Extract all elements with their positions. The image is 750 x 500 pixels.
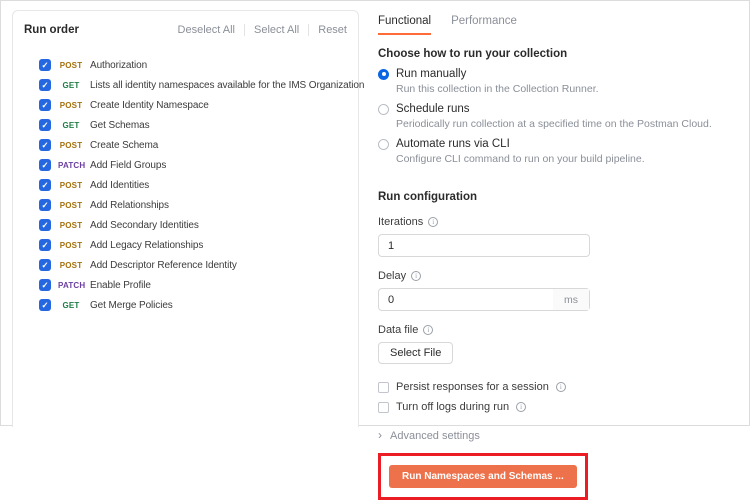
radio-schedule-runs[interactable] — [378, 104, 389, 115]
request-name: Add Relationships — [90, 199, 169, 211]
delay-unit-label: ms — [553, 289, 589, 310]
request-checkbox[interactable] — [39, 119, 51, 131]
request-row — [39, 255, 358, 275]
method-badge: POST — [59, 60, 83, 70]
run-order-panel — [12, 10, 365, 427]
request-name: Enable Profile — [90, 279, 151, 291]
request-name: Authorization — [90, 59, 148, 71]
request-name: Get Schemas — [90, 119, 150, 131]
request-checkbox[interactable] — [39, 219, 51, 231]
option-label: Automate runs via CLI — [396, 138, 510, 150]
iterations-label: Iterations — [378, 216, 424, 228]
request-row — [39, 195, 358, 215]
request-checkbox[interactable] — [39, 199, 51, 211]
method-badge: PATCH — [58, 280, 86, 290]
request-row — [39, 75, 365, 95]
panel-title: Run order — [24, 24, 79, 36]
method-badge: GET — [62, 300, 80, 310]
request-name: Create Identity Namespace — [90, 99, 209, 111]
iterations-field — [378, 234, 590, 257]
info-icon — [556, 382, 566, 392]
option-label: Run manually — [396, 68, 467, 80]
request-name: Create Schema — [90, 139, 159, 151]
turn-off-logs-checkbox[interactable] — [378, 402, 389, 413]
option-description: Run this collection in the Collection Runner. — [396, 83, 599, 95]
select-file-button[interactable]: Select File — [378, 342, 453, 364]
request-name: Add Secondary Identities — [90, 219, 199, 231]
data-file-label: Data file — [378, 324, 419, 336]
reset-button[interactable]: Reset — [308, 24, 347, 36]
radio-run-manually[interactable] — [378, 69, 389, 80]
info-icon — [516, 402, 526, 412]
annotation-highlight-box — [378, 453, 588, 500]
run-configuration-heading: Run configuration — [378, 191, 478, 203]
advanced-settings-toggle[interactable] — [378, 429, 740, 442]
tab-functional[interactable]: Functional — [378, 15, 431, 35]
iterations-label-row — [378, 216, 740, 228]
request-row — [39, 235, 358, 255]
method-badge: PATCH — [58, 160, 86, 170]
info-icon — [423, 325, 433, 335]
request-row — [39, 295, 358, 315]
request-name: Get Merge Policies — [90, 299, 173, 311]
advanced-settings-label: Advanced settings — [390, 429, 480, 442]
radio-automate-cli[interactable] — [378, 139, 389, 150]
request-name: Add Field Groups — [90, 159, 167, 171]
request-row — [39, 95, 358, 115]
request-name: Add Descriptor Reference Identity — [90, 259, 237, 271]
request-checkbox[interactable] — [39, 239, 51, 251]
request-checkbox[interactable] — [39, 259, 51, 271]
delay-label: Delay — [378, 270, 407, 282]
method-badge: GET — [62, 120, 80, 130]
request-checkbox[interactable] — [39, 79, 51, 91]
option-description: Periodically run collection at a specified time on the Postman Cloud. — [396, 118, 712, 130]
chevron-right-icon — [378, 429, 382, 442]
method-badge: POST — [59, 260, 83, 270]
request-name: Add Legacy Relationships — [90, 239, 204, 251]
deselect-all-button[interactable]: Deselect All — [177, 24, 235, 36]
request-list — [13, 49, 365, 315]
persist-responses-checkbox[interactable] — [378, 382, 389, 393]
method-badge: POST — [59, 180, 83, 190]
run-collection-button[interactable]: Run Namespaces and Schemas ... — [389, 465, 577, 488]
method-badge: POST — [59, 100, 83, 110]
request-name: Lists all identity namespaces available for the IMS Organization — [90, 79, 365, 91]
method-badge: POST — [59, 140, 83, 150]
info-icon — [428, 217, 438, 227]
info-icon — [411, 271, 421, 281]
run-order-header — [13, 11, 358, 49]
persist-responses-label: Persist responses for a session — [396, 381, 549, 393]
request-row — [39, 135, 358, 155]
method-badge: POST — [59, 220, 83, 230]
run-mode-heading: Choose how to run your collection — [378, 48, 568, 60]
request-row — [39, 175, 358, 195]
iterations-input[interactable] — [379, 235, 589, 256]
request-checkbox[interactable] — [39, 279, 51, 291]
delay-input[interactable] — [379, 289, 553, 310]
run-settings-panel — [378, 1, 740, 500]
request-checkbox[interactable] — [39, 139, 51, 151]
tab-bar — [378, 1, 740, 35]
method-badge: GET — [62, 80, 80, 90]
option-description: Configure CLI command to run on your build pipeline. — [396, 153, 645, 165]
tab-performance[interactable]: Performance — [451, 15, 517, 27]
request-row — [39, 115, 358, 135]
request-checkbox[interactable] — [39, 299, 51, 311]
request-row — [39, 275, 358, 295]
request-row — [39, 215, 358, 235]
run-mode-option-manual — [378, 68, 740, 95]
request-row — [39, 155, 358, 175]
request-checkbox[interactable] — [39, 179, 51, 191]
request-name: Add Identities — [90, 179, 150, 191]
request-checkbox[interactable] — [39, 159, 51, 171]
turn-off-logs-label: Turn off logs during run — [396, 401, 510, 413]
run-mode-option-schedule — [378, 103, 740, 130]
turn-off-logs-row — [378, 401, 740, 413]
request-row — [39, 55, 358, 75]
run-mode-option-cli — [378, 138, 740, 165]
select-all-button[interactable]: Select All — [244, 24, 308, 36]
run-order-actions — [169, 24, 347, 36]
persist-responses-row — [378, 381, 740, 393]
request-checkbox[interactable] — [39, 59, 51, 71]
method-badge: POST — [59, 240, 83, 250]
delay-field — [378, 288, 590, 311]
option-label: Schedule runs — [396, 103, 470, 115]
delay-label-row — [378, 270, 740, 282]
method-badge: POST — [59, 200, 83, 210]
data-file-label-row — [378, 324, 740, 336]
request-checkbox[interactable] — [39, 99, 51, 111]
